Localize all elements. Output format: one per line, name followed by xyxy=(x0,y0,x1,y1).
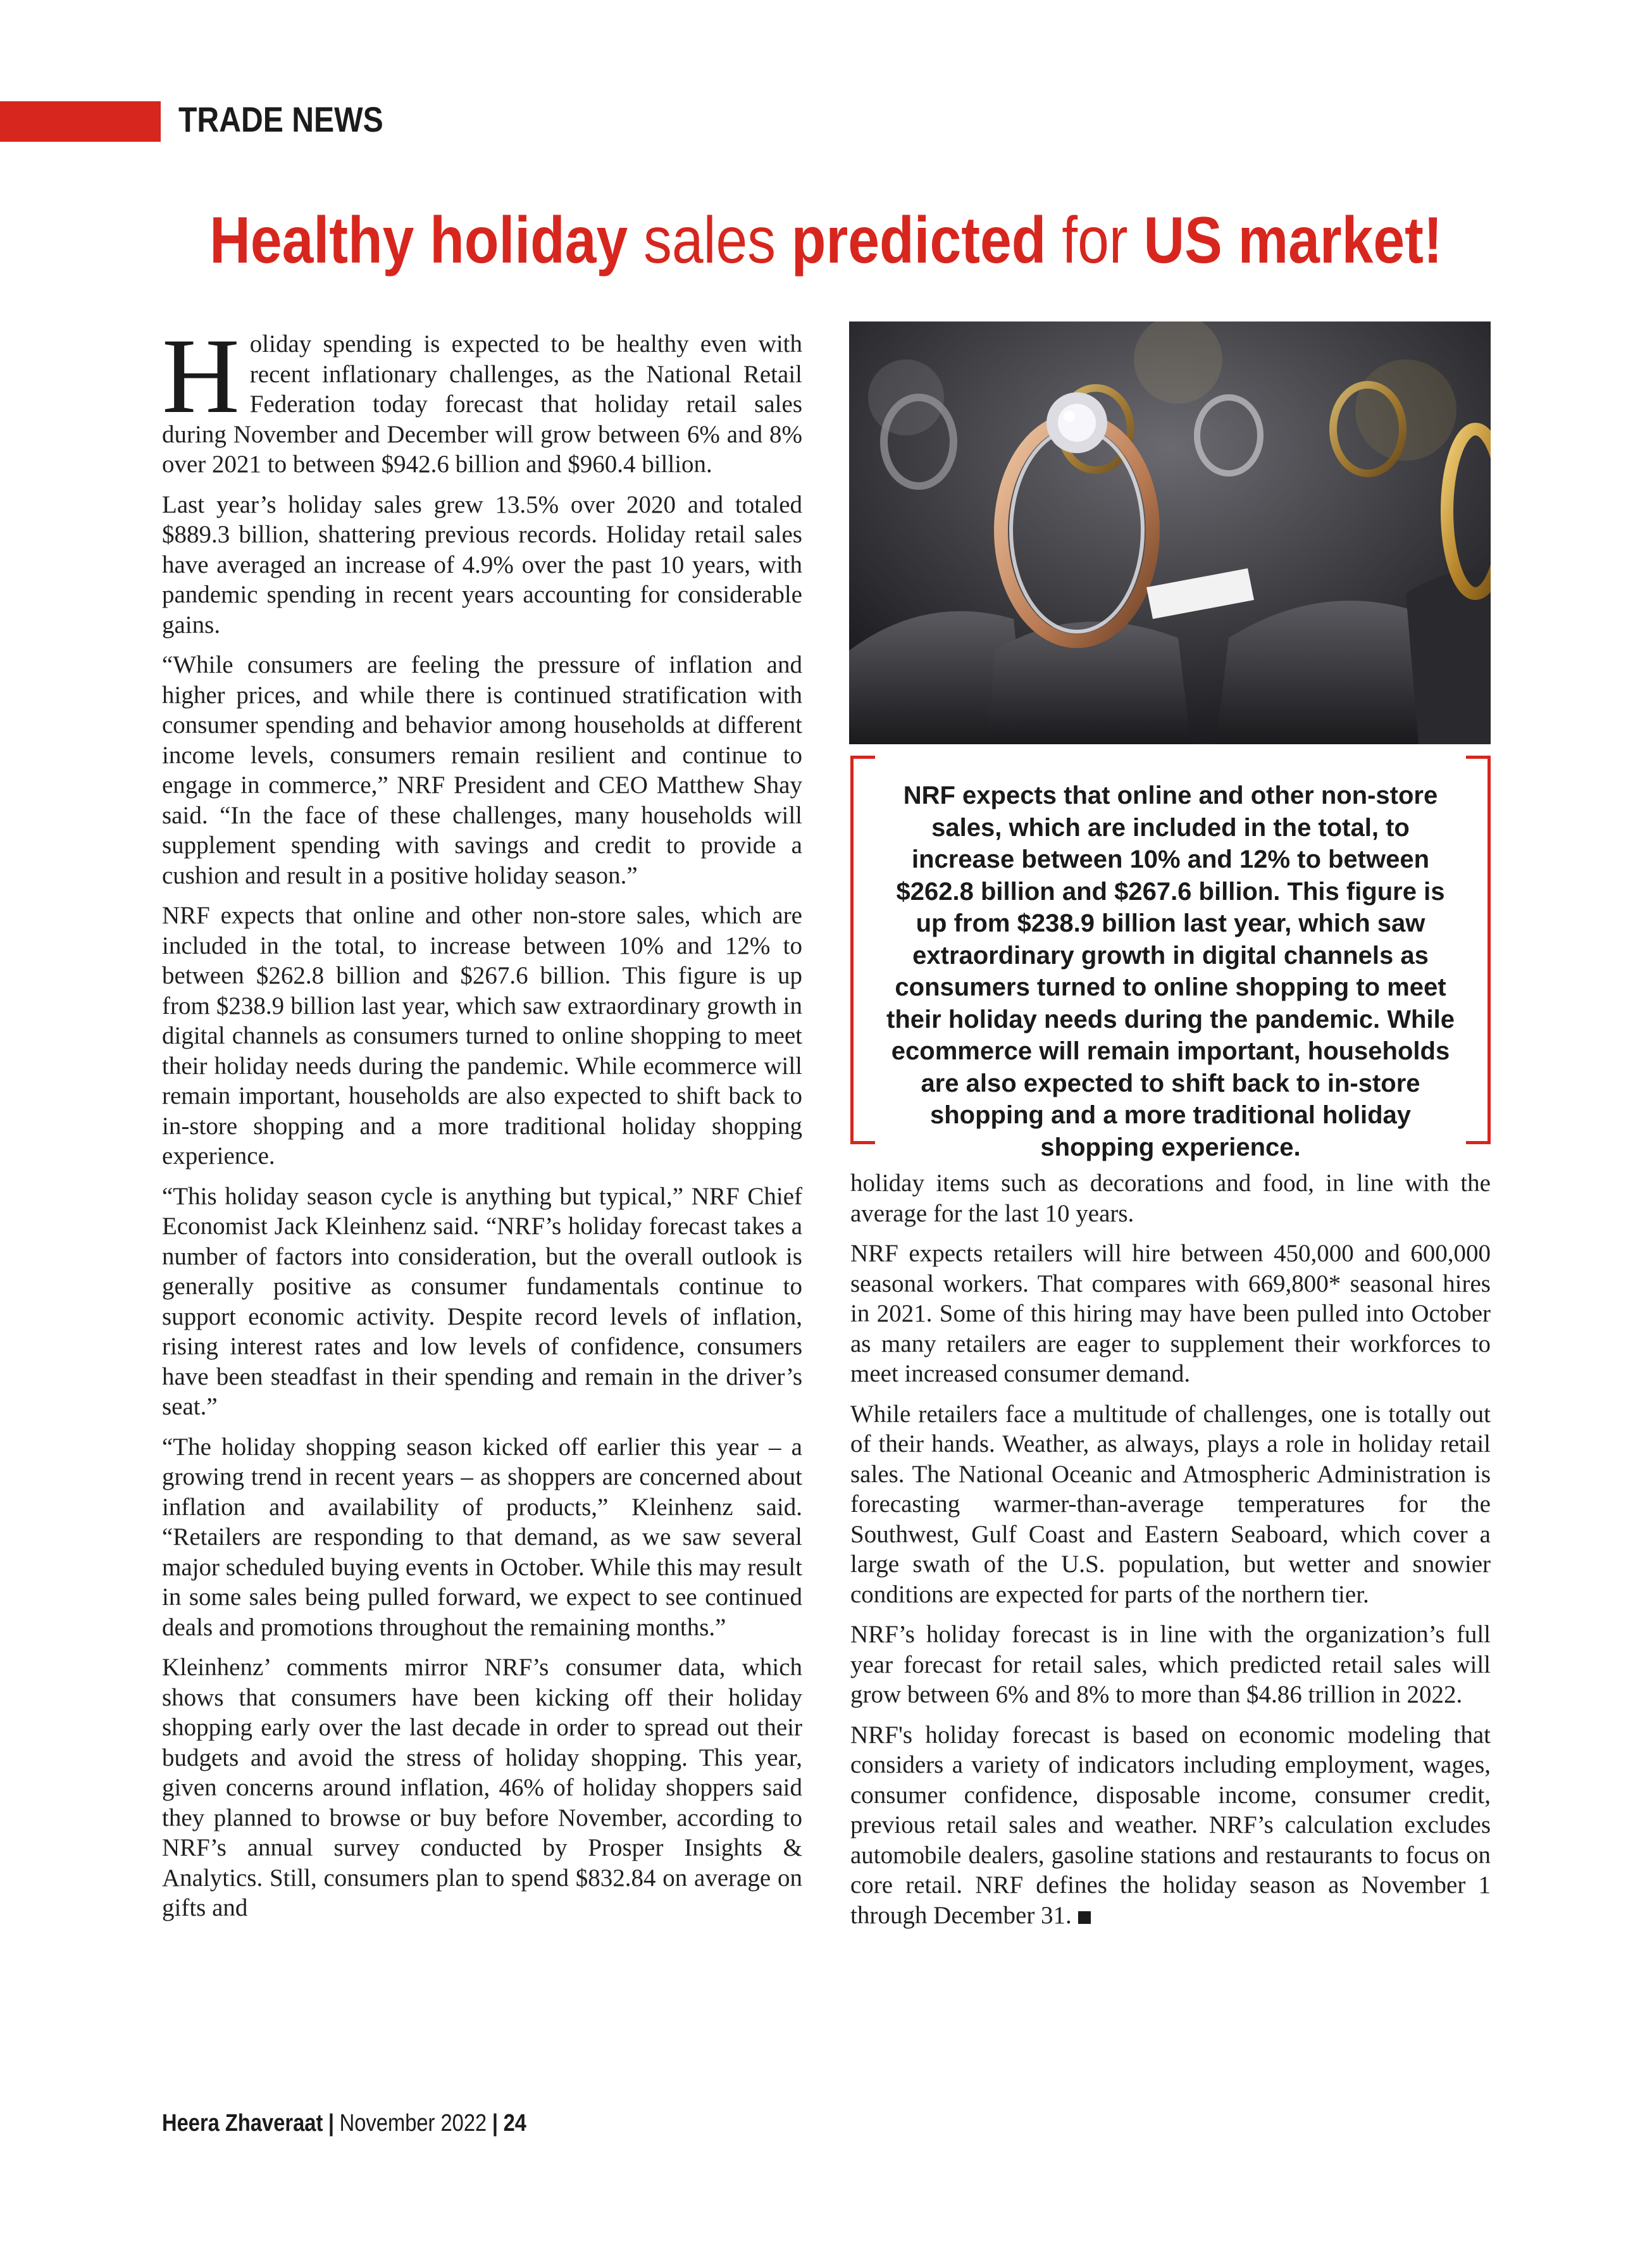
rings-photo-illustration xyxy=(849,321,1491,744)
drop-cap: H xyxy=(162,316,240,435)
footer-separator: | xyxy=(328,2110,335,2137)
pull-quote-box xyxy=(850,756,1491,1161)
lead-paragraph-text: oliday spending is expected to be healthy even with recent inflationary challenges, as the National Retail Federation today forecast that holiday retail sales during November and December will grow between 6% and 8% over 2021 to between $942.6 billion and $960.4 billion. xyxy=(162,330,802,478)
article-paragraph: Last year’s holiday sales grew 13.5% over 2020 and totaled $889.3 billion, shattering previous records. Holiday retail sales have averaged an increase of 4.9% over the past 10 years, with pandemic spending in recent years accounting for considerable gains. xyxy=(162,490,802,639)
footer-issue: November 2022 xyxy=(339,2110,487,2137)
article-right-column xyxy=(850,1168,1491,1940)
article-paragraph: While retailers face a multitude of challenges, one is totally out of their hands. Weather, as always, plays a role in holiday retail sales. The National Oceanic and Atmospheric Administration is forecasting warmer-than-average temperatures for the Southwest, Gulf Coast and Eastern Seaboard, which cover a large swath of the U.S. population, but wetter and snowier conditions are expected for parts of the northern tier. xyxy=(850,1400,1491,1608)
rings-photo xyxy=(849,321,1491,744)
headline-part-4: for xyxy=(1062,204,1128,277)
article-paragraph: “This holiday season cycle is anything but typical,” NRF Chief Economist Jack Kleinhenz said. “NRF’s holiday forecast takes a number of factors into consideration, but the overall outlook is generally positive as consumer fundamentals continue to support economic activity. Despite record levels of inflation, rising interest rates and low levels of confidence, consumers have been steadfast in their spending and remain in the driver’s seat.” xyxy=(162,1182,802,1420)
headline xyxy=(116,201,1536,280)
section-accent-bar xyxy=(0,101,161,142)
page-footer xyxy=(162,2110,526,2137)
article-paragraph: NRF expects retailers will hire between 450,000 and 600,000 seasonal workers. That compares with 669,800* seasonal hires in 2021. Some of this hiring may have been pulled into October as many retailers are eager to supplement their workforces to meet increased consumer demand. xyxy=(850,1240,1491,1387)
headline-part-2: sales xyxy=(643,204,776,277)
article-paragraph: “While consumers are feeling the pressure of inflation and higher prices, and while there is continued stratification with consumer spending and behavior among households at different income levels, consumers remain resilient and continue to engage in commerce,” NRF President and CEO Matthew Shay said. “In the face of these challenges, many households will supplement spending with savings and credit to provide a cushion and result in a positive holiday season.” xyxy=(162,651,802,889)
article-paragraph: Kleinhenz’ comments mirror NRF’s consumer data, which shows that consumers have been kicking off their holiday shopping early over the last decade in order to spread out their budgets and avoid the stress of holiday shopping. This year, given concerns around inflation, 46% of holiday shoppers said they planned to browse or buy before November, according to NRF’s annual survey conducted by Prosper Insights & Analytics. Still, consumers plan to spend $832.84 on average on gifts and xyxy=(162,1654,802,1921)
article-final-paragraph-text: NRF's holiday forecast is based on economic modeling that considers a variety of indicators including employment, wages, consumer confidence, disposable income, consumer credit, previous retail sales and weather. NRF’s calculation excludes automobile dealers, gasoline stations and restaurants to focus on core retail. NRF defines the holiday season as November 1 through December 31. xyxy=(850,1721,1491,1929)
article-paragraph: holiday items such as decorations and food, in line with the average for the last 10 years. xyxy=(850,1170,1491,1227)
lead-paragraph xyxy=(162,316,802,480)
headline-part-5: US market! xyxy=(1143,204,1443,277)
article-left-column xyxy=(162,316,802,1933)
section-label: TRADE NEWS xyxy=(178,99,383,139)
article-paragraph: NRF’s holiday forecast is in line with the organization’s full year forecast for retail sales, which predicted retail sales will grow between 6% and 8% to more than $4.86 trillion in 2022. xyxy=(850,1621,1491,1708)
footer-publication: Heera Zhaveraat xyxy=(162,2110,323,2137)
article-final-paragraph xyxy=(850,1720,1491,1931)
end-of-article-square-icon xyxy=(1078,1911,1091,1924)
footer-separator: | xyxy=(492,2110,498,2137)
article-paragraph: NRF expects that online and other non-store sales, which are included in the total, to increase between 10% and 12% to between $262.8 billion and $267.6 billion. This figure is up from $238.9 billion last year, which saw extraordinary growth in digital channels as consumers turned to online shopping to meet their holiday needs during the pandemic. While ecommerce will remain important, households are also expected to shift back to in-store shopping and a more traditional holiday shopping experience. xyxy=(162,902,802,1170)
article-paragraph: “The holiday shopping season kicked off earlier this year – a growing trend in recent years – as shoppers are concerned about inflation and availability of products,” Kleinhenz said. “Retailers are responding to that demand, as we saw several major scheduled buying events in October. While this may result in some sales being pulled forward, we expect to see continued deals and promotions throughout the remaining months.” xyxy=(162,1433,802,1641)
headline-part-1: Healthy holiday xyxy=(209,204,628,277)
headline-part-3: predicted xyxy=(791,204,1046,277)
pull-quote-text: NRF expects that online and other non-store sales, which are included in the total, to increase between 10% and 12% to between $262.8 billion and $267.6 billion. This figure is up from $238.9 billion last year, which saw extraordinary growth in digital channels as consumers turned to online shopping to meet their holiday needs during the pandemic. While ecommerce will remain important, households are also expected to shift back to in-store shopping and a more traditional holiday shopping experience. xyxy=(886,782,1455,1161)
pull-quote-corner xyxy=(854,1141,875,1144)
pull-quote-corner xyxy=(1466,1141,1487,1144)
footer-page-number: 24 xyxy=(503,2110,526,2137)
